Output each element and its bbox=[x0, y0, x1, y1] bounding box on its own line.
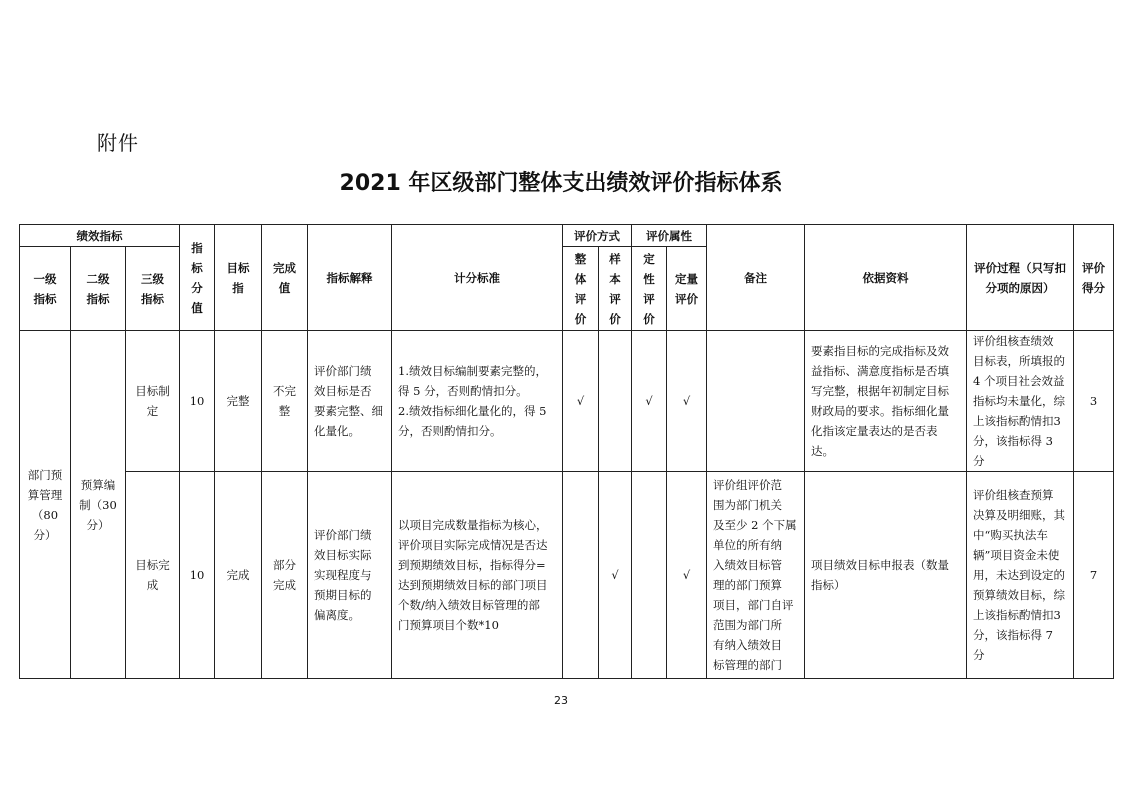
header-remarks: 备注 bbox=[707, 225, 805, 331]
header-explanation: 指标解释 bbox=[308, 225, 392, 331]
indicator-table bbox=[19, 224, 1114, 679]
score-value-cell: 10 bbox=[180, 472, 215, 679]
header-level3: 三级 指标 bbox=[126, 247, 180, 331]
level2-cell: 预算编 制（30 分） bbox=[71, 331, 126, 679]
header-perf-indicator: 绩效指标 bbox=[20, 225, 180, 247]
header-eval-method: 评价方式 bbox=[563, 225, 632, 247]
process-cell: 评价组核查绩效 目标表，所填报的 4 个项目社会效益 指标均未量化，综 上该指标酌情扣3 分，该指标得 3 分 bbox=[967, 331, 1074, 472]
header-sample: 样 本 评 价 bbox=[599, 247, 632, 331]
header-process: 评价过程（只写扣 分项的原因） bbox=[967, 225, 1074, 331]
process-cell: 评价组核查预算 决算及明细账，其 中“购买执法车 辆”项目资金未使 用，未达到设定的 预算绩效目标，综 上该指标酌情扣3 分，该指标得 7 分 bbox=[967, 472, 1074, 679]
header-qualitative: 定 性 评 价 bbox=[632, 247, 667, 331]
level1-cell: 部门预 算管理 （80 分） bbox=[20, 331, 71, 679]
overall-check-cell bbox=[563, 472, 599, 679]
qualitative-check-cell: √ bbox=[632, 331, 667, 472]
sample-check-cell: √ bbox=[599, 472, 632, 679]
page-number: 23 bbox=[554, 694, 568, 707]
target-cell: 完整 bbox=[215, 331, 262, 472]
score-value-cell: 10 bbox=[180, 331, 215, 472]
qualitative-check-cell bbox=[632, 472, 667, 679]
score-cell: 3 bbox=[1074, 331, 1114, 472]
header-overall: 整 体 评 价 bbox=[563, 247, 599, 331]
completion-cell: 不完 整 bbox=[262, 331, 308, 472]
quantitative-check-cell: √ bbox=[667, 472, 707, 679]
explanation-cell: 评价部门绩 效目标是否 要素完整、细 化量化。 bbox=[308, 331, 392, 472]
scoring-cell: 1.绩效目标编制要素完整的， 得 5 分，否则酌情扣分。 2.绩效指标细化量化的，得 5 分，否则酌情扣分。 bbox=[392, 331, 563, 472]
header-basis: 依据资料 bbox=[805, 225, 967, 331]
quantitative-check-cell: √ bbox=[667, 331, 707, 472]
header-score: 评价 得分 bbox=[1074, 225, 1114, 331]
header-score-value: 指 标 分 值 bbox=[180, 225, 215, 331]
table-row bbox=[20, 472, 1114, 679]
target-cell: 完成 bbox=[215, 472, 262, 679]
header-completion: 完成 值 bbox=[262, 225, 308, 331]
remarks-cell bbox=[707, 331, 805, 472]
header-eval-attr: 评价属性 bbox=[632, 225, 707, 247]
header-level2: 二级 指标 bbox=[71, 247, 126, 331]
score-cell: 7 bbox=[1074, 472, 1114, 679]
level3-cell: 目标完 成 bbox=[126, 472, 180, 679]
header-row-1 bbox=[20, 225, 1114, 247]
overall-check-cell: √ bbox=[563, 331, 599, 472]
page-title: 2021 年区级部门整体支出绩效评价指标体系 bbox=[339, 171, 783, 196]
level3-cell: 目标制 定 bbox=[126, 331, 180, 472]
explanation-cell: 评价部门绩 效目标实际 实现程度与 预期目标的 偏离度。 bbox=[308, 472, 392, 679]
basis-cell: 项目绩效目标申报表（数量 指标） bbox=[805, 472, 967, 679]
scoring-cell: 以项目完成数量指标为核心， 评价项目实际完成情况是否达 到预期绩效目标，指标得分= 达到预期绩效目标的部门项目 个数/纳入绩效目标管理的部 门预算项目个数*10 bbox=[392, 472, 563, 679]
table-row bbox=[20, 331, 1114, 472]
remarks-cell: 评价组评价范 围为部门机关 及至少 2 个下属 单位的所有纳 入绩效目标管 理的部门预算 项目，部门自评 范围为部门所 有纳入绩效目 标管理的部门 bbox=[707, 472, 805, 679]
sample-check-cell bbox=[599, 331, 632, 472]
header-scoring: 计分标准 bbox=[392, 225, 563, 331]
completion-cell: 部分 完成 bbox=[262, 472, 308, 679]
attachment-label: 附件 bbox=[97, 131, 139, 155]
header-quantitative: 定量 评价 bbox=[667, 247, 707, 331]
header-level1: 一级 指标 bbox=[20, 247, 71, 331]
header-target: 目标 指 bbox=[215, 225, 262, 331]
basis-cell: 要素指目标的完成指标及效 益指标、满意度指标是否填 写完整，根据年初制定目标 财政局的要求。指标细化量 化指该定量表达的是否表 达。 bbox=[805, 331, 967, 472]
